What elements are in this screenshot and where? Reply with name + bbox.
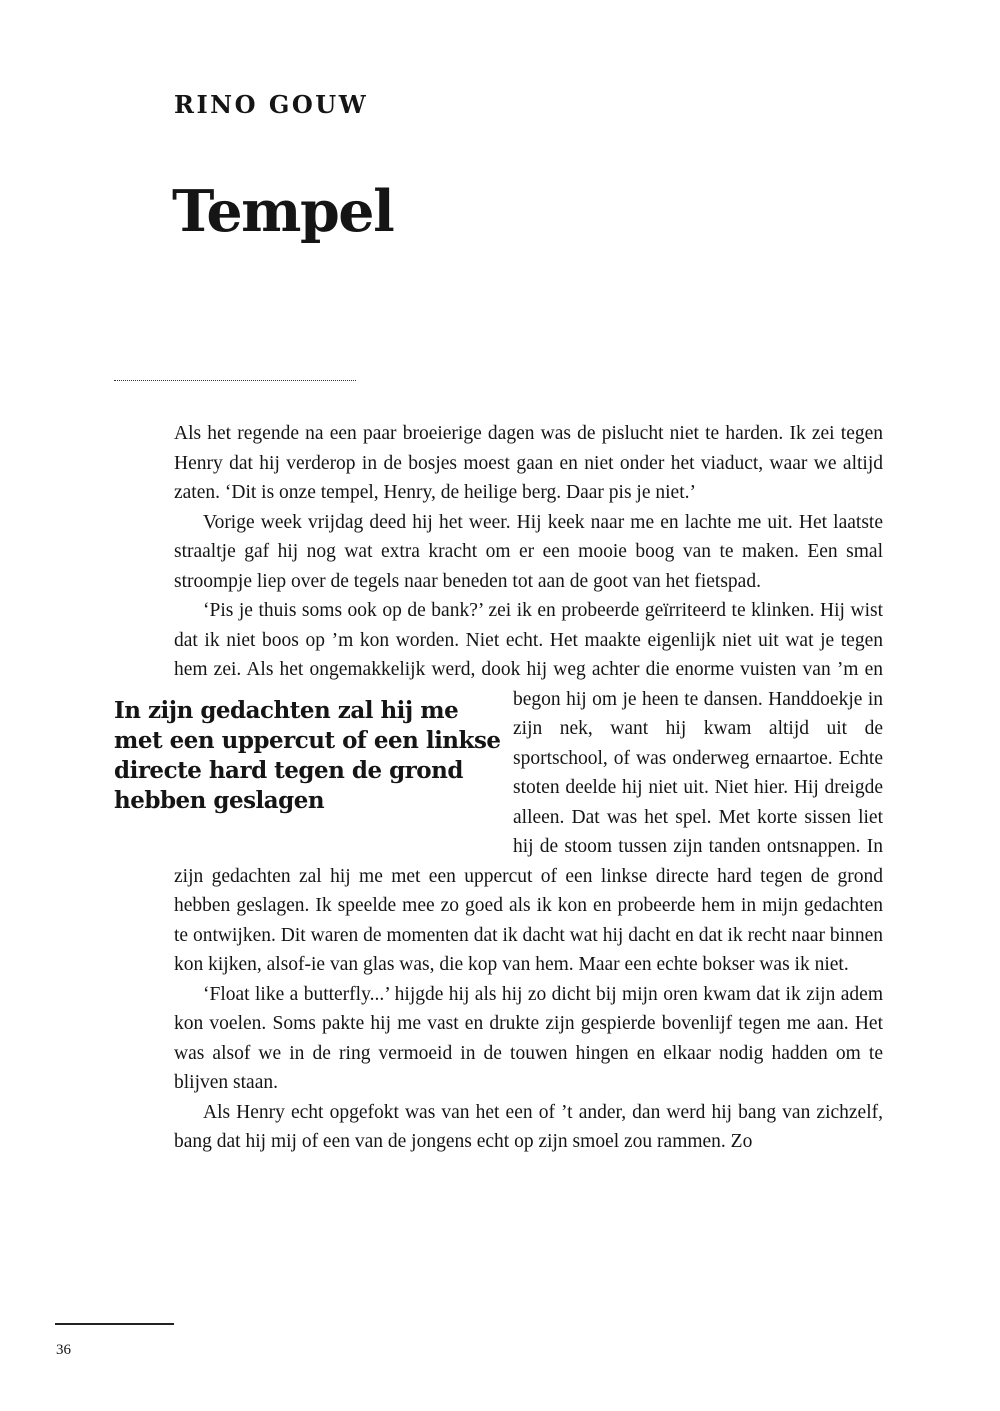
paragraph-3-text: ‘Pis je thuis soms ook op de bank?’ zei ik en probeerde geïrriteerd te klinken. Hij wist dat ik niet boos op ’m kon worden. Niet echt. Het maakte eigenlijk niet uit wat je tegen hem zei. Als het ongemakkelijk werd, dook hij weg achter die enor (174, 600, 883, 680)
footer-rule (55, 1323, 174, 1325)
author-name: RINO GOUW (174, 90, 369, 119)
paragraph-3 (114, 596, 883, 980)
paragraph-4: ‘Float like a butterfly...’ hijgde hij als hij zo dicht bij mijn oren kwam dat ik zijn adem kon voelen. Soms pakte hij me vast en drukte zijn gespierde bovenlijf tegen me aan. Het was alsof we in de ring vermoeid in de touwen hingen en elkaar nodig hadden om te blijven staan. (174, 983, 883, 1093)
pull-quote: In zijn gedachten zal hij me met een uppercut of een linkse directe hard tegen de grond hebben geslagen (114, 696, 501, 814)
story-body (114, 419, 883, 1157)
dotted-divider (114, 380, 356, 381)
paragraph-1: Als het regende na een paar broeierige dagen was de pislucht niet te harden. Ik zei tegen Henry dat hij verderop in de bosjes moest gaan en niet onder het viaduct, waar we altijd zaten. ‘Dit is onze tempel, Henry, de heilige berg. Daar pis je niet.’ (174, 423, 883, 503)
paragraph-3-continuation: me vuisten van ’m en begon hij om je heen te dansen. Handdoekje in zijn nek, want hij kwam altijd uit de sportschool, of was onderweg ernaartoe. Echte stoten deelde hij niet uit. Niet hier. Hij dreigde alleen. Dat was het spel. Met korte sissen liet hij de stoom tussen zijn tanden ontsnappen. In zijn gedachten zal hij me met een uppercut of een linkse directe hard tegen de grond hebben geslagen. Ik speelde mee zo goed als ik kon en probeerde hem in mijn gedachten te ontwijken. Dit waren de momenten dat ik dacht wat hij dacht en dat ik recht naar binnen kon kijken, alsof-ie van glas was, die kop van hem. Maar een echte bokser was ik niet. (174, 659, 883, 975)
paragraph-5: Als Henry echt opgefokt was van het een of ’t ander, dan werd hij bang van zichzelf, bang dat hij mij of een van de jongens echt op zijn smoel zou rammen. Zo (174, 1101, 883, 1152)
story-title: Tempel (172, 178, 394, 245)
page-number: 36 (56, 1342, 71, 1358)
paragraph-2: Vorige week vrijdag deed hij het weer. Hij keek naar me en lachte me uit. Het laatste straaltje gaf hij nog wat extra kracht om er een mooie boog van te maken. Een smal stroompje liep over de tegels naar beneden tot aan de goot van het fietspad. (174, 511, 883, 592)
